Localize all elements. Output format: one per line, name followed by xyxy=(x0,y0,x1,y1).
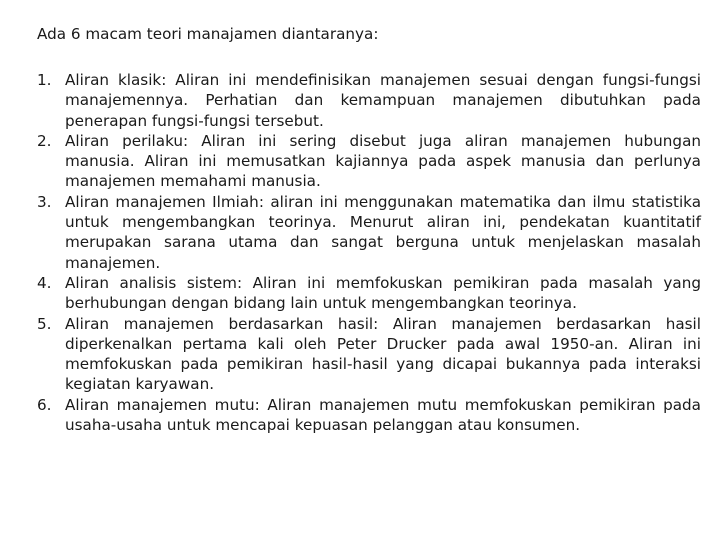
item-text: Aliran perilaku: Aliran ini sering disebut juga aliran manajemen hubungan manusia. Aliran ini memusatkan kajiannya pada aspek manusia dan perlunya manajemen memahami manusia. xyxy=(65,131,701,191)
item-number: 4. xyxy=(37,273,52,292)
item-number: 5. xyxy=(37,314,52,333)
item-number: 1. xyxy=(37,71,52,89)
item-text: Aliran manajemen Ilmiah: aliran ini menggunakan matematika dan ilmu statistika untuk mengembangkan teorinya. Menurut aliran ini, pendekatan kuantitatif merupakan sarana utama dan sangat berguna untuk menjelaskan masalah manajemen. xyxy=(65,192,701,272)
item-text: Aliran manajemen berdasarkan hasil: Aliran manajemen berdasarkan hasil diperkenalkan pertama kali oleh Peter Drucker pada awal 1950-an. Aliran ini memfokuskan pada pemikiran hasil-hasil yang dicapai bukannya pada interaksi kegiatan karyawan. xyxy=(65,314,701,394)
item-text: Aliran klasik: Aliran ini mendefinisikan manajemen sesuai dengan fungsi-fungsi manajemennya. Perhatian dan kemampuan manajemen dibutuhkan pada penerapan fungsi-fungsi tersebut. xyxy=(65,71,701,130)
item-text: Aliran manajemen mutu: Aliran manajemen mutu memfokuskan pemikiran pada usaha-usaha untuk mencapai kepuasan pelanggan atau konsumen. xyxy=(65,395,701,435)
list-item xyxy=(37,70,701,131)
item-number: 6. xyxy=(37,395,52,414)
list-item xyxy=(37,131,701,192)
item-text: Aliran analisis sistem: Aliran ini memfokuskan pemikiran pada masalah yang berhubungan dengan bidang lain untuk mengembangkan teorinya. xyxy=(65,273,701,313)
theory-list xyxy=(37,70,701,435)
item-number: 2. xyxy=(37,131,52,150)
list-item xyxy=(37,314,701,395)
list-item xyxy=(37,395,701,436)
list-item xyxy=(37,273,701,314)
list-item xyxy=(37,192,701,273)
item-number: 3. xyxy=(37,192,52,211)
intro-heading: Ada 6 macam teori manajamen diantaranya: xyxy=(37,25,379,43)
